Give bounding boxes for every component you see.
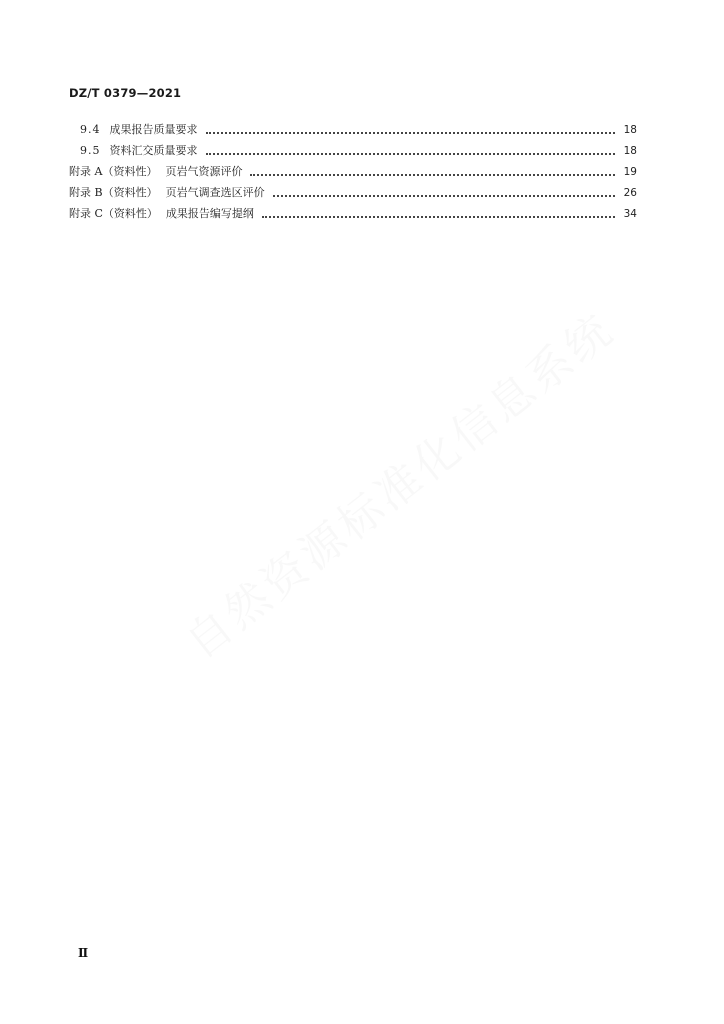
toc-entry-title: 成果报告编写提纲 bbox=[165, 207, 254, 220]
toc-entry-page: 19 bbox=[623, 166, 637, 178]
toc-entry-number: 9.5 bbox=[80, 144, 101, 157]
toc-leader-dots bbox=[250, 174, 615, 176]
watermark: 自然资源标准化信息系统 bbox=[176, 303, 625, 669]
standard-code: DZ/T 0379—2021 bbox=[69, 86, 182, 100]
toc-entry-title: 页岩气调查选区评价 bbox=[165, 186, 265, 199]
toc-leader-dots bbox=[206, 153, 616, 155]
toc-entry-page: 18 bbox=[623, 124, 637, 136]
toc-entry-title: 资料汇交质量要求 bbox=[109, 144, 198, 157]
toc-leader-dots bbox=[262, 216, 615, 218]
toc-entry-title: 页岩气资源评价 bbox=[165, 165, 243, 178]
toc-entry-page: 34 bbox=[623, 208, 637, 220]
toc-entry-9-5[interactable] bbox=[69, 137, 637, 158]
toc-entry-number: 9.4 bbox=[80, 123, 101, 136]
page-number: Ⅱ bbox=[78, 946, 89, 960]
toc-entry-appendix-b[interactable] bbox=[69, 179, 637, 200]
toc-entry-title: 成果报告质量要求 bbox=[109, 123, 198, 136]
toc-entry-page: 26 bbox=[623, 187, 637, 199]
toc-entry-appendix-c[interactable] bbox=[69, 200, 637, 221]
toc-appendix-label: 附录 A（资料性） bbox=[69, 165, 158, 178]
toc-entry-9-4[interactable] bbox=[69, 116, 637, 137]
toc-entry-page: 18 bbox=[623, 145, 637, 157]
toc-appendix-label: 附录 B（资料性） bbox=[69, 186, 158, 199]
toc-leader-dots bbox=[206, 132, 616, 134]
table-of-contents bbox=[69, 116, 637, 221]
toc-entry-appendix-a[interactable] bbox=[69, 158, 637, 179]
toc-leader-dots bbox=[273, 195, 615, 197]
toc-appendix-label: 附录 C（资料性） bbox=[69, 207, 158, 220]
